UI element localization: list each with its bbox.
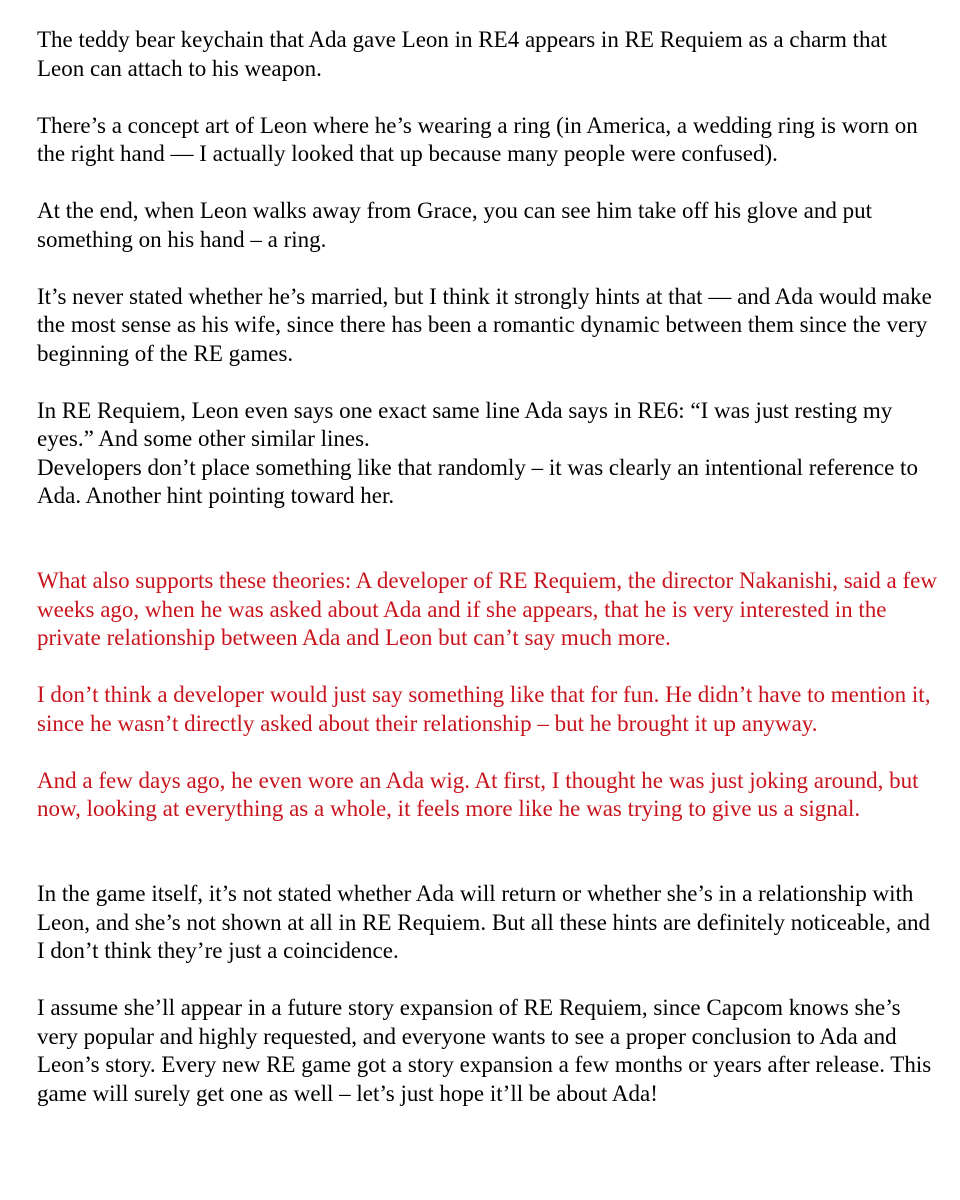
- paragraph-keychain: The teddy bear keychain that Ada gave Leon in RE4 appears in RE Requiem as a charm that Leon can attach to his weapon.: [37, 27, 888, 81]
- paragraph-game-itself: In the game itself, it’s not stated whether Ada will return or whether she’s in a relationship with Leon, and she’s not shown at all in RE Requiem. But all these hints are definitely noticeable, and I don’t think they’re just a coincidence.: [37, 881, 930, 963]
- spacer: [37, 852, 937, 880]
- paragraph-developer-for-fun: I don’t think a developer would just say something like that for fun. He didn’t have to mention it, since he wasn’t directly asked about their relationship – but he brought it up anyway.: [37, 682, 931, 736]
- paragraph-married-hint: It’s never stated whether he’s married, but I think it strongly hints at that — and Ada would make the most sense as his wife, since there has been a romantic dynamic between them since the very beginning of the RE games.: [37, 283, 932, 366]
- paragraph-concept-art-ring: There’s a concept art of Leon where he’s wearing a ring (in America, a wedding ring is worn on the right hand — I actually looked that up because many people were confused).: [37, 112, 918, 166]
- paragraph-story-expansion: I assume she’ll appear in a future story expansion of RE Requiem, since Capcom knows she’s very popular and highly requested, and everyone wants to see a proper conclusion to Ada and Leon’s story. Every new RE game got a story expansion a few months or years after release. This game will surely get one as well – let’s just hope it’ll be about Ada!: [37, 995, 932, 1106]
- spacer: [37, 539, 937, 567]
- paragraph-intentional-reference: Developers don’t place something like that randomly – it was clearly an intentional reference to Ada. Another hint pointing toward her.: [37, 454, 918, 508]
- paragraph-ada-wig: And a few days ago, he even wore an Ada wig. At first, I thought he was just joking around, but now, looking at everything as a whole, it feels more like he was trying to give us a signal.: [37, 767, 919, 821]
- paragraph-resting-eyes-line: In RE Requiem, Leon even says one exact same line Ada says in RE6: “I was just resting my eyes.” And some other similar lines.: [37, 397, 893, 451]
- paragraph-ending-ring: At the end, when Leon walks away from Grace, you can see him take off his glove and put something on his hand – a ring.: [37, 198, 872, 252]
- paragraph-director-statement: What also supports these theories: A developer of RE Requiem, the director Nakanishi, said a few weeks ago, when he was asked about Ada and if she appears, that he is very interested in the private relationship between Ada and Leon but can’t say much more.: [37, 568, 937, 650]
- document-body: [37, 26, 937, 1137]
